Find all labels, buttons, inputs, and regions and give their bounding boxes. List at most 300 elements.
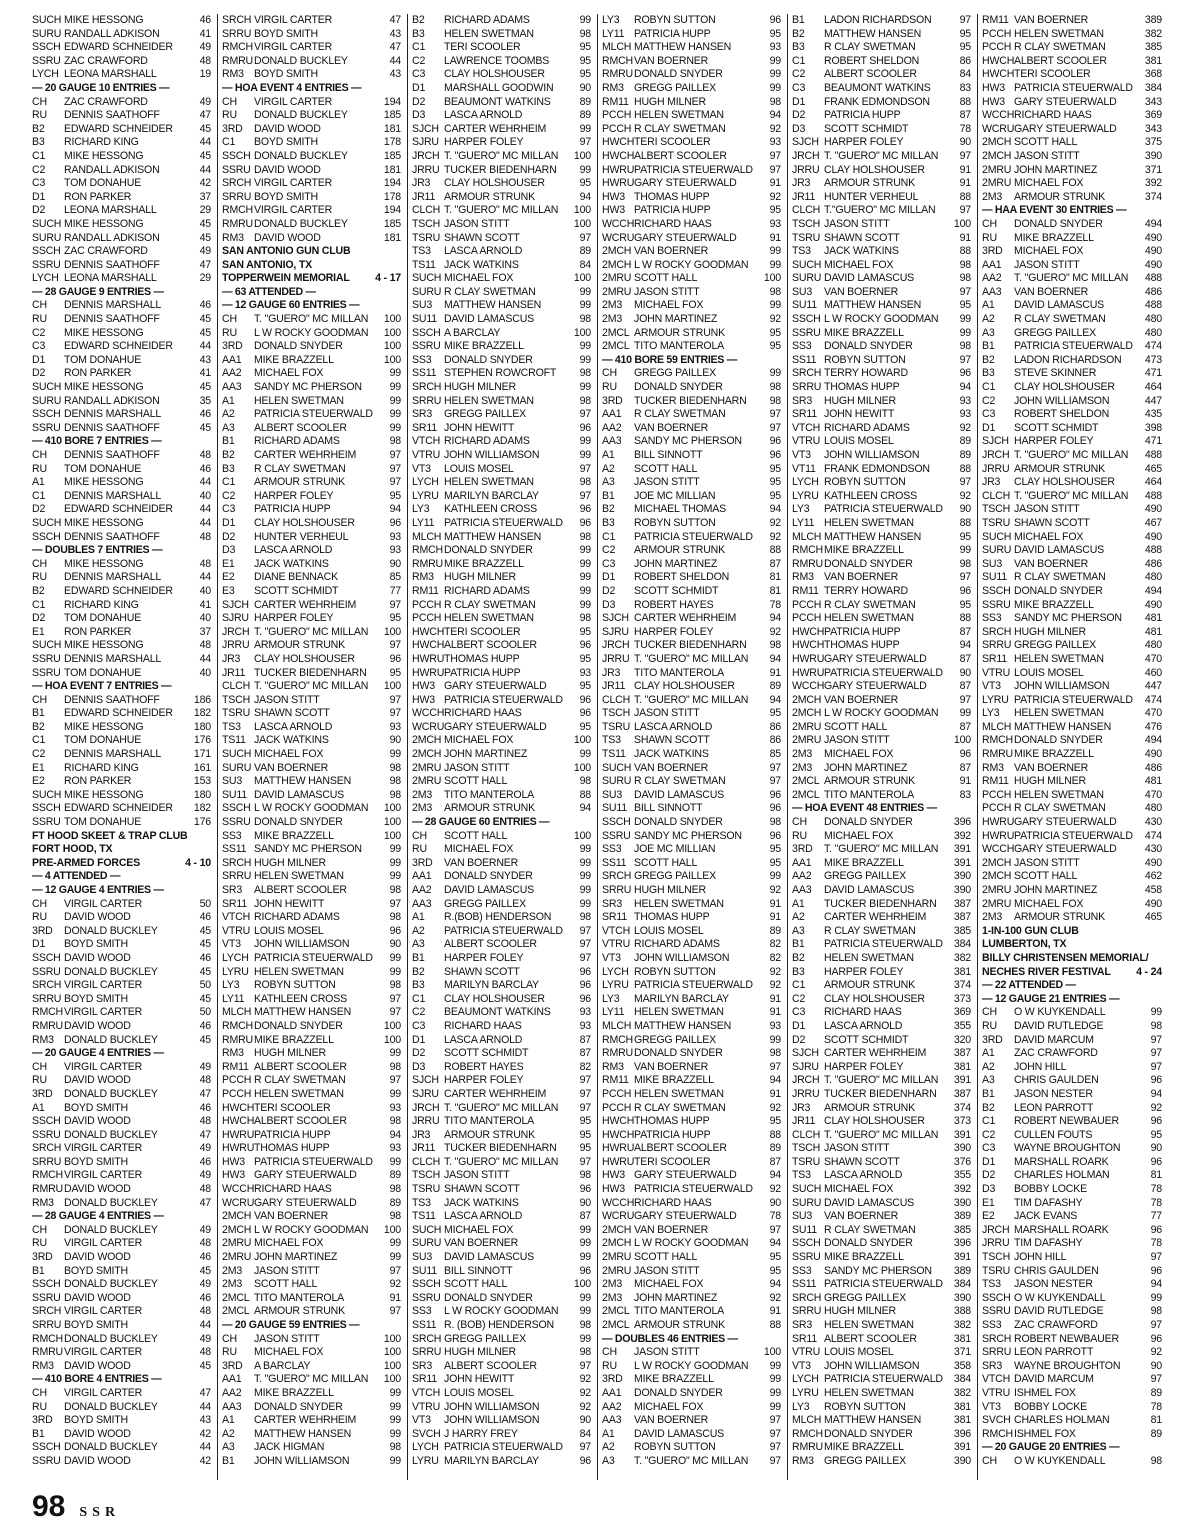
result-row [602, 476, 781, 490]
shooter-name: DAVID LAMASCUS [254, 788, 345, 801]
result-row [412, 28, 591, 42]
score: 186 [193, 693, 211, 706]
result-row [412, 435, 591, 449]
score: 84 [579, 258, 591, 271]
shooter-name: GREGG PAILLEX [824, 870, 906, 883]
result-row [602, 1197, 781, 1211]
result-row [982, 1455, 1162, 1469]
result-row [412, 68, 591, 82]
result-row [792, 340, 971, 354]
shooter-name: ROBERT SHELDON [1014, 408, 1110, 421]
shooter-name: JASON STITT [634, 1346, 700, 1359]
score: 488 [1144, 489, 1162, 502]
result-class: RMCH [982, 1427, 1013, 1440]
result-class: LY11 [222, 992, 245, 1005]
result-row [412, 177, 591, 191]
result-class: B1 [222, 1454, 235, 1467]
result-row [982, 531, 1162, 545]
result-class: 2MCH [602, 1237, 632, 1250]
result-class: B2 [602, 503, 615, 516]
shooter-name: SCOTT HALL [444, 829, 508, 842]
shooter-name: BOBBY LOCKE [1014, 1183, 1087, 1196]
score: 46 [199, 1019, 211, 1032]
score: 92 [769, 1101, 781, 1114]
shooter-name: DONALD BUCKLEY [64, 1278, 158, 1291]
result-class: RMCH [32, 1169, 63, 1182]
score: 99 [579, 1291, 591, 1304]
result-row [412, 503, 591, 517]
score: 97 [769, 1414, 781, 1427]
score: 92 [1150, 1101, 1162, 1114]
result-class: A2 [982, 1060, 995, 1073]
shooter-name: ROBERT NEWBAUER [1014, 1332, 1119, 1345]
result-class: PCCH [222, 1087, 252, 1100]
result-row [222, 191, 401, 205]
result-row [792, 1387, 971, 1401]
score: 78 [769, 598, 781, 611]
shooter-name: R. (BOB) HENDERSON [444, 1319, 554, 1331]
result-class: AA2 [222, 367, 242, 380]
score: 98 [389, 1060, 401, 1073]
score: 93 [769, 136, 781, 149]
shooter-name: DONALD BUCKLEY [64, 1033, 158, 1046]
result-class: SS3 [982, 612, 1002, 625]
score: 194 [383, 204, 401, 217]
shooter-name: MIKE HESSONG [64, 720, 144, 733]
score: 98 [769, 381, 781, 394]
shooter-name: BOYD SMITH [64, 1101, 128, 1114]
score: 49 [199, 1332, 211, 1345]
result-row [32, 558, 211, 572]
result-class: LYRU [602, 979, 629, 992]
result-class: SRRU [32, 1319, 62, 1331]
result-row [792, 1346, 971, 1360]
club-heading-text: FORT HOOD, TX [32, 843, 113, 856]
shooter-name: RICHARD HAAS [444, 707, 522, 720]
result-row [792, 286, 971, 300]
result-class: D2 [412, 95, 426, 108]
result-class: RU [32, 571, 47, 584]
result-row [982, 1346, 1162, 1360]
shooter-name: HARPER FOLEY [444, 951, 524, 964]
result-class: SSCH [792, 313, 821, 326]
score: 100 [573, 1278, 591, 1291]
score: 40 [199, 489, 211, 502]
score: 35 [199, 394, 211, 407]
result-class: C2 [982, 1128, 996, 1141]
result-class: A2 [222, 408, 235, 421]
score: 100 [383, 340, 401, 353]
result-class: SR3 [792, 1319, 813, 1331]
result-class: SS3 [792, 340, 812, 353]
result-row [222, 531, 401, 545]
result-row [602, 979, 781, 993]
shooter-name: DAVID WOOD [254, 231, 321, 244]
result-row [982, 272, 1162, 286]
result-class: C3 [792, 81, 806, 94]
result-class: 3RD [602, 394, 623, 407]
result-row [32, 55, 211, 69]
score: 94 [579, 802, 591, 815]
result-class: B1 [32, 707, 45, 720]
shooter-name: JASON STITT [634, 476, 700, 489]
shooter-name: JOHN MARTINEZ [1014, 163, 1098, 176]
result-class: SS3 [792, 1264, 812, 1277]
result-class: JRRU [792, 1087, 820, 1100]
result-row [792, 1210, 971, 1224]
result-row [412, 925, 591, 939]
result-row [32, 1441, 211, 1455]
results-columns [28, 14, 1170, 1480]
score: 98 [389, 1115, 401, 1128]
score: 45 [199, 1264, 211, 1277]
shooter-name: MICHAEL FOX [1014, 897, 1084, 910]
score: 94 [1150, 1087, 1162, 1100]
result-row [602, 408, 781, 422]
result-row [602, 232, 781, 246]
result-row [32, 1224, 211, 1238]
shooter-name: THOMAS HUPP [444, 652, 520, 665]
result-class: SRCH [222, 856, 252, 869]
shooter-name: HELEN SWETMAN [634, 1087, 724, 1100]
result-row [412, 748, 591, 762]
result-row [982, 639, 1162, 653]
score: 194 [383, 95, 401, 108]
result-row [792, 96, 971, 110]
result-class: 2M3 [982, 190, 1003, 203]
result-class: SUCH [792, 1183, 822, 1196]
shooter-name: VAN BOERNER [824, 285, 899, 298]
shooter-name: FRANK EDMONDSON [824, 95, 930, 108]
result-class: MLCH [792, 1414, 822, 1427]
score: 382 [953, 1386, 971, 1399]
result-row [982, 14, 1162, 28]
score: 99 [769, 258, 781, 271]
result-class: RMCH [602, 54, 633, 67]
shooter-name: GREGG PAILLEX [824, 1291, 906, 1304]
result-class: HWCH [602, 149, 635, 162]
score: 49 [199, 95, 211, 108]
score: 100 [383, 1019, 401, 1032]
result-class: SSCH [32, 1441, 61, 1454]
result-class: 2M3 [602, 1291, 623, 1304]
score: 355 [953, 1019, 971, 1032]
score: 44 [199, 516, 211, 529]
shooter-name: T. "GUERO" MC MILLAN [444, 1155, 559, 1168]
score: 99 [579, 14, 591, 26]
shooter-name: LASCA ARNOLD [444, 1033, 523, 1046]
score: 97 [579, 408, 591, 421]
score: 90 [389, 938, 401, 951]
result-class: B2 [32, 122, 45, 135]
shooter-name: T. "GUERO" MC MILLAN [1014, 449, 1129, 461]
result-row [982, 41, 1162, 55]
shooter-name: R CLAY SWETMAN [1014, 313, 1106, 326]
result-class: LY3 [412, 503, 430, 516]
result-row [32, 531, 211, 545]
score: 99 [959, 313, 971, 326]
shooter-name: VAN BOERNER [254, 1210, 329, 1223]
result-row [602, 123, 781, 137]
result-row [222, 476, 401, 490]
result-class: HWRU [602, 1155, 635, 1168]
result-row [982, 843, 1162, 857]
result-row [982, 775, 1162, 789]
result-row [412, 1251, 591, 1265]
score: 49 [199, 1169, 211, 1182]
shooter-name: GREGG PAILLEX [824, 1454, 906, 1467]
result-row [982, 408, 1162, 422]
score: 99 [579, 449, 591, 461]
shooter-name: DENNIS SAATHOFF [64, 449, 160, 461]
result-class: E1 [982, 1196, 995, 1209]
result-class: RU [792, 829, 807, 842]
shooter-name: HUGH MILNER [634, 95, 706, 108]
score: 100 [573, 149, 591, 162]
score: 49 [199, 245, 211, 258]
score: 93 [959, 408, 971, 421]
result-class: RMCH [222, 41, 253, 54]
shooter-name: DONALD BUCKLEY [254, 54, 348, 67]
result-class: TSRU [222, 707, 251, 720]
result-class: AA3 [982, 285, 1002, 298]
shooter-name: HUGH MILNER [254, 856, 326, 869]
shooter-name: RICHARD ADAMS [254, 911, 340, 924]
score: 98 [579, 1169, 591, 1182]
shooter-name: VIRGIL CARTER [64, 1305, 143, 1318]
shooter-name: MATTHEW HANSEN [634, 1019, 732, 1032]
shooter-name: RICHARD KING [64, 761, 139, 774]
result-class: CH [412, 829, 427, 842]
result-class: CH [32, 1060, 47, 1073]
score: 78 [1150, 1400, 1162, 1413]
score: 93 [389, 720, 401, 733]
shooter-name: DENNIS MARSHALL [64, 489, 162, 502]
result-row [602, 1265, 781, 1279]
result-class: C2 [32, 748, 46, 761]
result-class: SURU [602, 775, 632, 788]
result-row [792, 476, 971, 490]
result-row [982, 789, 1162, 803]
result-class: 2MRU [982, 177, 1012, 190]
shooter-name: VAN BOERNER [254, 761, 329, 774]
shooter-name: MIKE HESSONG [64, 639, 144, 652]
score: 41 [199, 598, 211, 611]
result-class: SJRU [602, 625, 629, 638]
shooter-name: PATRICIA STEUERWALD [444, 693, 563, 706]
result-row [412, 938, 591, 952]
result-row [222, 14, 401, 28]
result-row [602, 585, 781, 599]
result-row [792, 667, 971, 681]
result-class: TSCH [602, 707, 631, 720]
result-row [982, 340, 1162, 354]
shooter-name: HARPER FOLEY [824, 136, 904, 149]
result-class: WCRU [602, 1210, 635, 1223]
score: 94 [769, 652, 781, 665]
result-class: B2 [982, 1101, 995, 1114]
score: 89 [1150, 1427, 1162, 1440]
result-class: TSCH [982, 1251, 1011, 1264]
shooter-name: DIANE BENNACK [254, 571, 338, 584]
score: 97 [769, 163, 781, 176]
result-class: D3 [222, 544, 236, 557]
shooter-name: JOE MC MILLIAN [634, 843, 716, 856]
result-class: CLCH [412, 1155, 441, 1168]
result-class: RMRU [792, 557, 823, 570]
score: 46 [199, 951, 211, 964]
result-row [982, 177, 1162, 191]
score: 100 [953, 217, 971, 230]
result-row [222, 1237, 401, 1251]
score: 95 [579, 1115, 591, 1128]
score: 97 [389, 1264, 401, 1277]
result-row [32, 1455, 211, 1469]
shooter-name: JOHN WILLIAMSON [634, 951, 730, 964]
result-row [602, 449, 781, 463]
result-row [222, 68, 401, 82]
score: 358 [953, 1359, 971, 1372]
shooter-name: DENNIS SAATHOFF [64, 258, 160, 271]
shooter-name: ALBERT SCOOLER [254, 884, 347, 896]
result-row [222, 979, 401, 993]
result-class: TS11 [412, 1210, 436, 1223]
score: 47 [199, 1128, 211, 1141]
result-class: SSRU [32, 54, 61, 67]
result-class: LYRU [222, 965, 249, 978]
shooter-name: EDWARD SCHNEIDER [64, 707, 173, 720]
score: 384 [953, 1373, 971, 1386]
result-row [222, 938, 401, 952]
score: 470 [1144, 652, 1162, 665]
shooter-name: SCOTT SCHMIDT [824, 1033, 909, 1046]
shooter-name: JASON STITT [1014, 503, 1080, 516]
shooter-name: MIKE BRAZZELL [824, 326, 904, 339]
result-row [222, 626, 401, 640]
shooter-name: JOHN MARTINEZ [634, 313, 718, 326]
shooter-name: ROBYN SUTTON [634, 14, 716, 26]
score: 44 [199, 1400, 211, 1413]
score: 90 [959, 503, 971, 516]
result-class: SRCH [602, 870, 632, 883]
result-class: SSCH [222, 149, 251, 162]
shooter-name: RICHARD ADAMS [444, 435, 530, 448]
result-row [792, 1074, 971, 1088]
result-row [982, 136, 1162, 150]
event-heading: — 410 BORE 59 ENTRIES — [602, 353, 737, 366]
score: 95 [579, 177, 591, 190]
shooter-name: DONALD SNYDER [1014, 217, 1103, 230]
shooter-name: VAN BOERNER [1014, 14, 1089, 26]
result-class: VT3 [602, 951, 621, 964]
shooter-name: VAN BOERNER [634, 1223, 709, 1236]
result-class: RMCH [412, 544, 443, 557]
shooter-name: HUGH MILNER [1014, 775, 1086, 788]
result-class: 2MRU [222, 1237, 252, 1250]
result-row [792, 463, 971, 477]
shooter-name: BOBBY LOCKE [1014, 1400, 1087, 1413]
shooter-name: DAVID WOOD [254, 122, 321, 135]
result-row [412, 1292, 591, 1306]
result-class: 2M3 [602, 299, 623, 312]
score: 87 [959, 680, 971, 693]
score: 464 [1144, 381, 1162, 394]
result-row [792, 789, 971, 803]
score: 82 [769, 938, 781, 951]
score: 384 [953, 938, 971, 951]
shooter-name: DAVID LAMASCUS [1014, 299, 1105, 312]
result-class: 3RD [32, 924, 53, 937]
score: 88 [959, 245, 971, 258]
result-row [792, 843, 971, 857]
result-class: SS3 [602, 843, 622, 856]
score: 47 [199, 1087, 211, 1100]
shooter-name: TUCKER BIEDENHARN [634, 394, 747, 407]
result-row [792, 925, 971, 939]
result-row [412, 340, 591, 354]
result-class: SRRU [792, 1305, 822, 1318]
score: 391 [953, 843, 971, 856]
result-row [222, 1156, 401, 1170]
shooter-name: T. "GUERO" MC MILLAN [824, 1128, 939, 1141]
shooter-name: LASCA ARNOLD [444, 245, 523, 258]
score: 98 [389, 979, 401, 992]
result-row [792, 435, 971, 449]
score: 93 [389, 1142, 401, 1155]
result-row [982, 599, 1162, 613]
score: 46 [199, 1251, 211, 1264]
result-class: 2MCH [792, 707, 822, 720]
shooter-name: LAWRENCE TOOMBS [444, 54, 550, 67]
result-class: SRRU [32, 1155, 62, 1168]
score: 96 [579, 1454, 591, 1467]
result-class: CLCH [792, 204, 821, 217]
result-row [222, 544, 401, 558]
result-row [32, 789, 211, 803]
result-class: D2 [32, 612, 46, 625]
result-row [32, 762, 211, 776]
result-row [32, 979, 211, 993]
shooter-name: MIKE HESSONG [64, 788, 144, 801]
shooter-name: EDWARD SCHNEIDER [64, 122, 173, 135]
score: 97 [769, 1427, 781, 1440]
result-class: D1 [792, 95, 806, 108]
shooter-name: CARTER WEHRHEIM [824, 1047, 927, 1060]
result-class: PCCH [222, 1074, 252, 1087]
shooter-name: TIM DAFASHY [1014, 1237, 1083, 1250]
score: 435 [1144, 408, 1162, 421]
result-class: HWRU [982, 829, 1015, 842]
shooter-name: PATRICIA STEUERWALD [254, 951, 373, 964]
result-class: LYRU [792, 489, 819, 502]
result-row [412, 911, 591, 925]
result-class: WCCH [792, 680, 825, 693]
result-class: AA2 [792, 870, 812, 883]
result-row [412, 395, 591, 409]
shooter-name: A BARCLAY [444, 326, 501, 339]
score: 99 [769, 299, 781, 312]
result-row [792, 150, 971, 164]
result-class: C3 [32, 340, 46, 353]
shooter-name: PATRICIA STEUERWALD [824, 1278, 943, 1291]
score: 99 [579, 571, 591, 584]
result-row [602, 164, 781, 178]
score: 99 [579, 1332, 591, 1345]
result-row [412, 1115, 591, 1129]
result-class: SSCH [412, 1278, 441, 1291]
shooter-name: LOUIS MOSEL [634, 924, 704, 937]
score: 88 [769, 1319, 781, 1331]
